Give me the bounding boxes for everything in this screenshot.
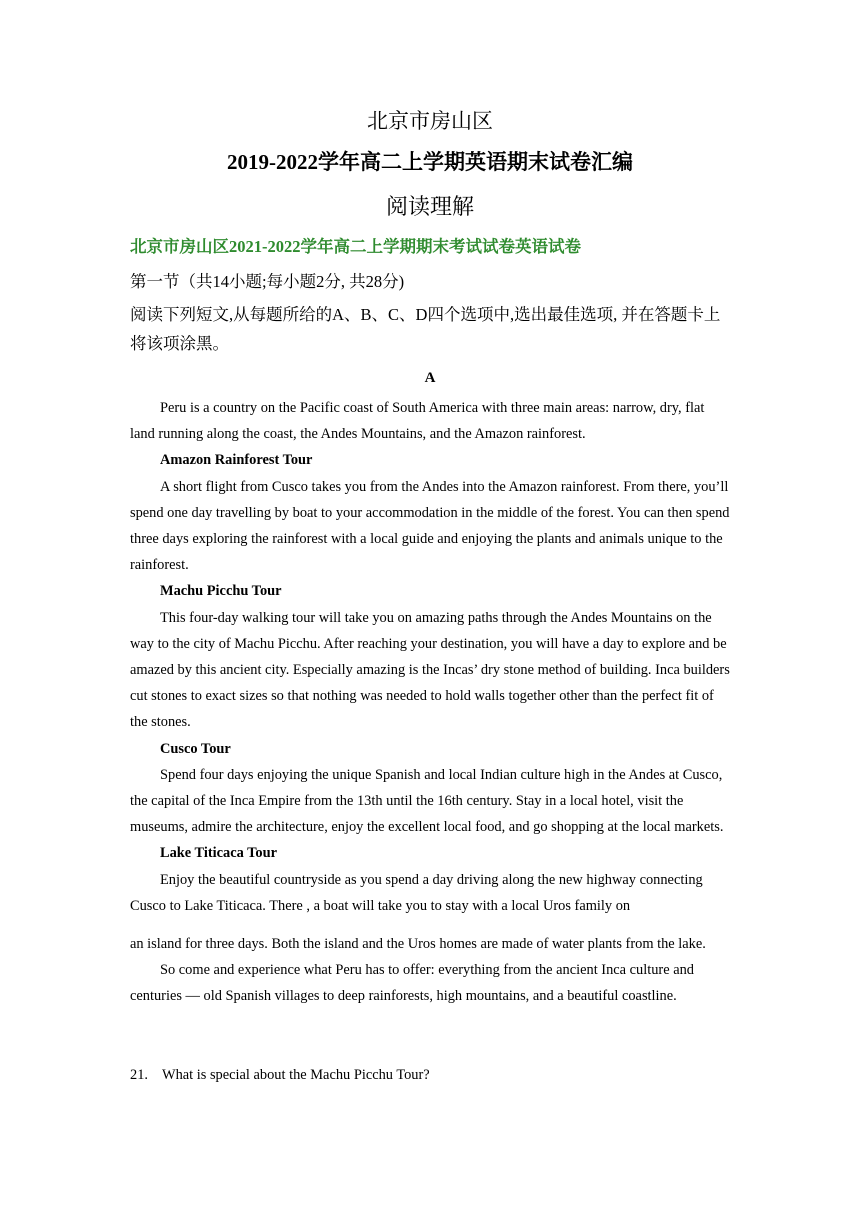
tour-heading: Cusco Tour: [160, 740, 231, 757]
question-number: 21.: [130, 1067, 148, 1083]
passage-intro: Peru is a country on the Pacific coast of South America with three main areas: narrow, dry, flat land running along the coast, the Andes Mountains, and the Amazon rainforest.: [130, 400, 705, 443]
tour-text-continued: an island for three days. Both the island and the Uros homes are made of water plants from the lake.: [130, 936, 706, 953]
tour-text: A short flight from Cusco takes you from the Andes into the Amazon rainforest. From there, you’ll spend one day travelling by boat to your accommodation in the middle of the forest. You can then spend three days exploring the rainforest with a local guide and enjoying the plants and animals unique to the rainforest.: [130, 478, 730, 574]
tour-heading: Amazon Rainforest Tour: [160, 452, 313, 469]
question-text: What is special about the Machu Picchu Tour?: [162, 1067, 430, 1083]
compilation-title: 2019-2022学年高二上学期英语期末试卷汇编: [227, 150, 633, 174]
tour-text: Enjoy the beautiful countryside as you spend a day driving along the new highway connecting Cusco to Lake Titicaca. There , a boat will take you to stay with a local Uros family on: [130, 871, 703, 914]
reading-passage: [130, 395, 732, 1010]
instructions: 阅读下列短文,从每题所给的A、B、C、D四个选项中,选出最佳选项, 并在答题卡上将该项涂黑。: [130, 305, 721, 353]
region-title: 北京市房山区: [367, 109, 493, 133]
tour-heading: Lake Titicaca Tour: [160, 845, 278, 862]
section-info: 第一节（共14小题;每小题2分, 共28分): [130, 272, 405, 291]
passage-closing: So come and experience what Peru has to offer: everything from the ancient Inca culture and centuries — old Spanish villages to deep rainforests, high mountains, and a beautiful coastline.: [130, 962, 694, 1005]
tour-heading: Machu Picchu Tour: [160, 583, 282, 600]
tour-text: Spend four days enjoying the unique Spanish and local Indian culture high in the Andes at Cusco, the capital of the Inca Empire from the 13th until the 16th century. Stay in a local hotel, visit the museums, admire the architecture, enjoy the excellent local food, and go shopping at the local markets.: [130, 766, 724, 836]
question-21: [130, 1067, 430, 1084]
tour-text: This four-day walking tour will take you on amazing paths through the Andes Mountains on the way to the city of Machu Picchu. After reaching your destination, you will have a day to explore and be amazed by this ancient city. Especially amazing is the Incas’ dry stone method of building. Inca builders cut stones to exact sizes so that nothing was needed to hold walls together other than the perfect fit of the stones.: [130, 609, 730, 731]
section-title: 阅读理解: [385, 194, 474, 219]
exam-source: 北京市房山区2021-2022学年高二上学期期末考试试卷英语试卷: [130, 237, 581, 256]
passage-label: A: [424, 370, 436, 386]
